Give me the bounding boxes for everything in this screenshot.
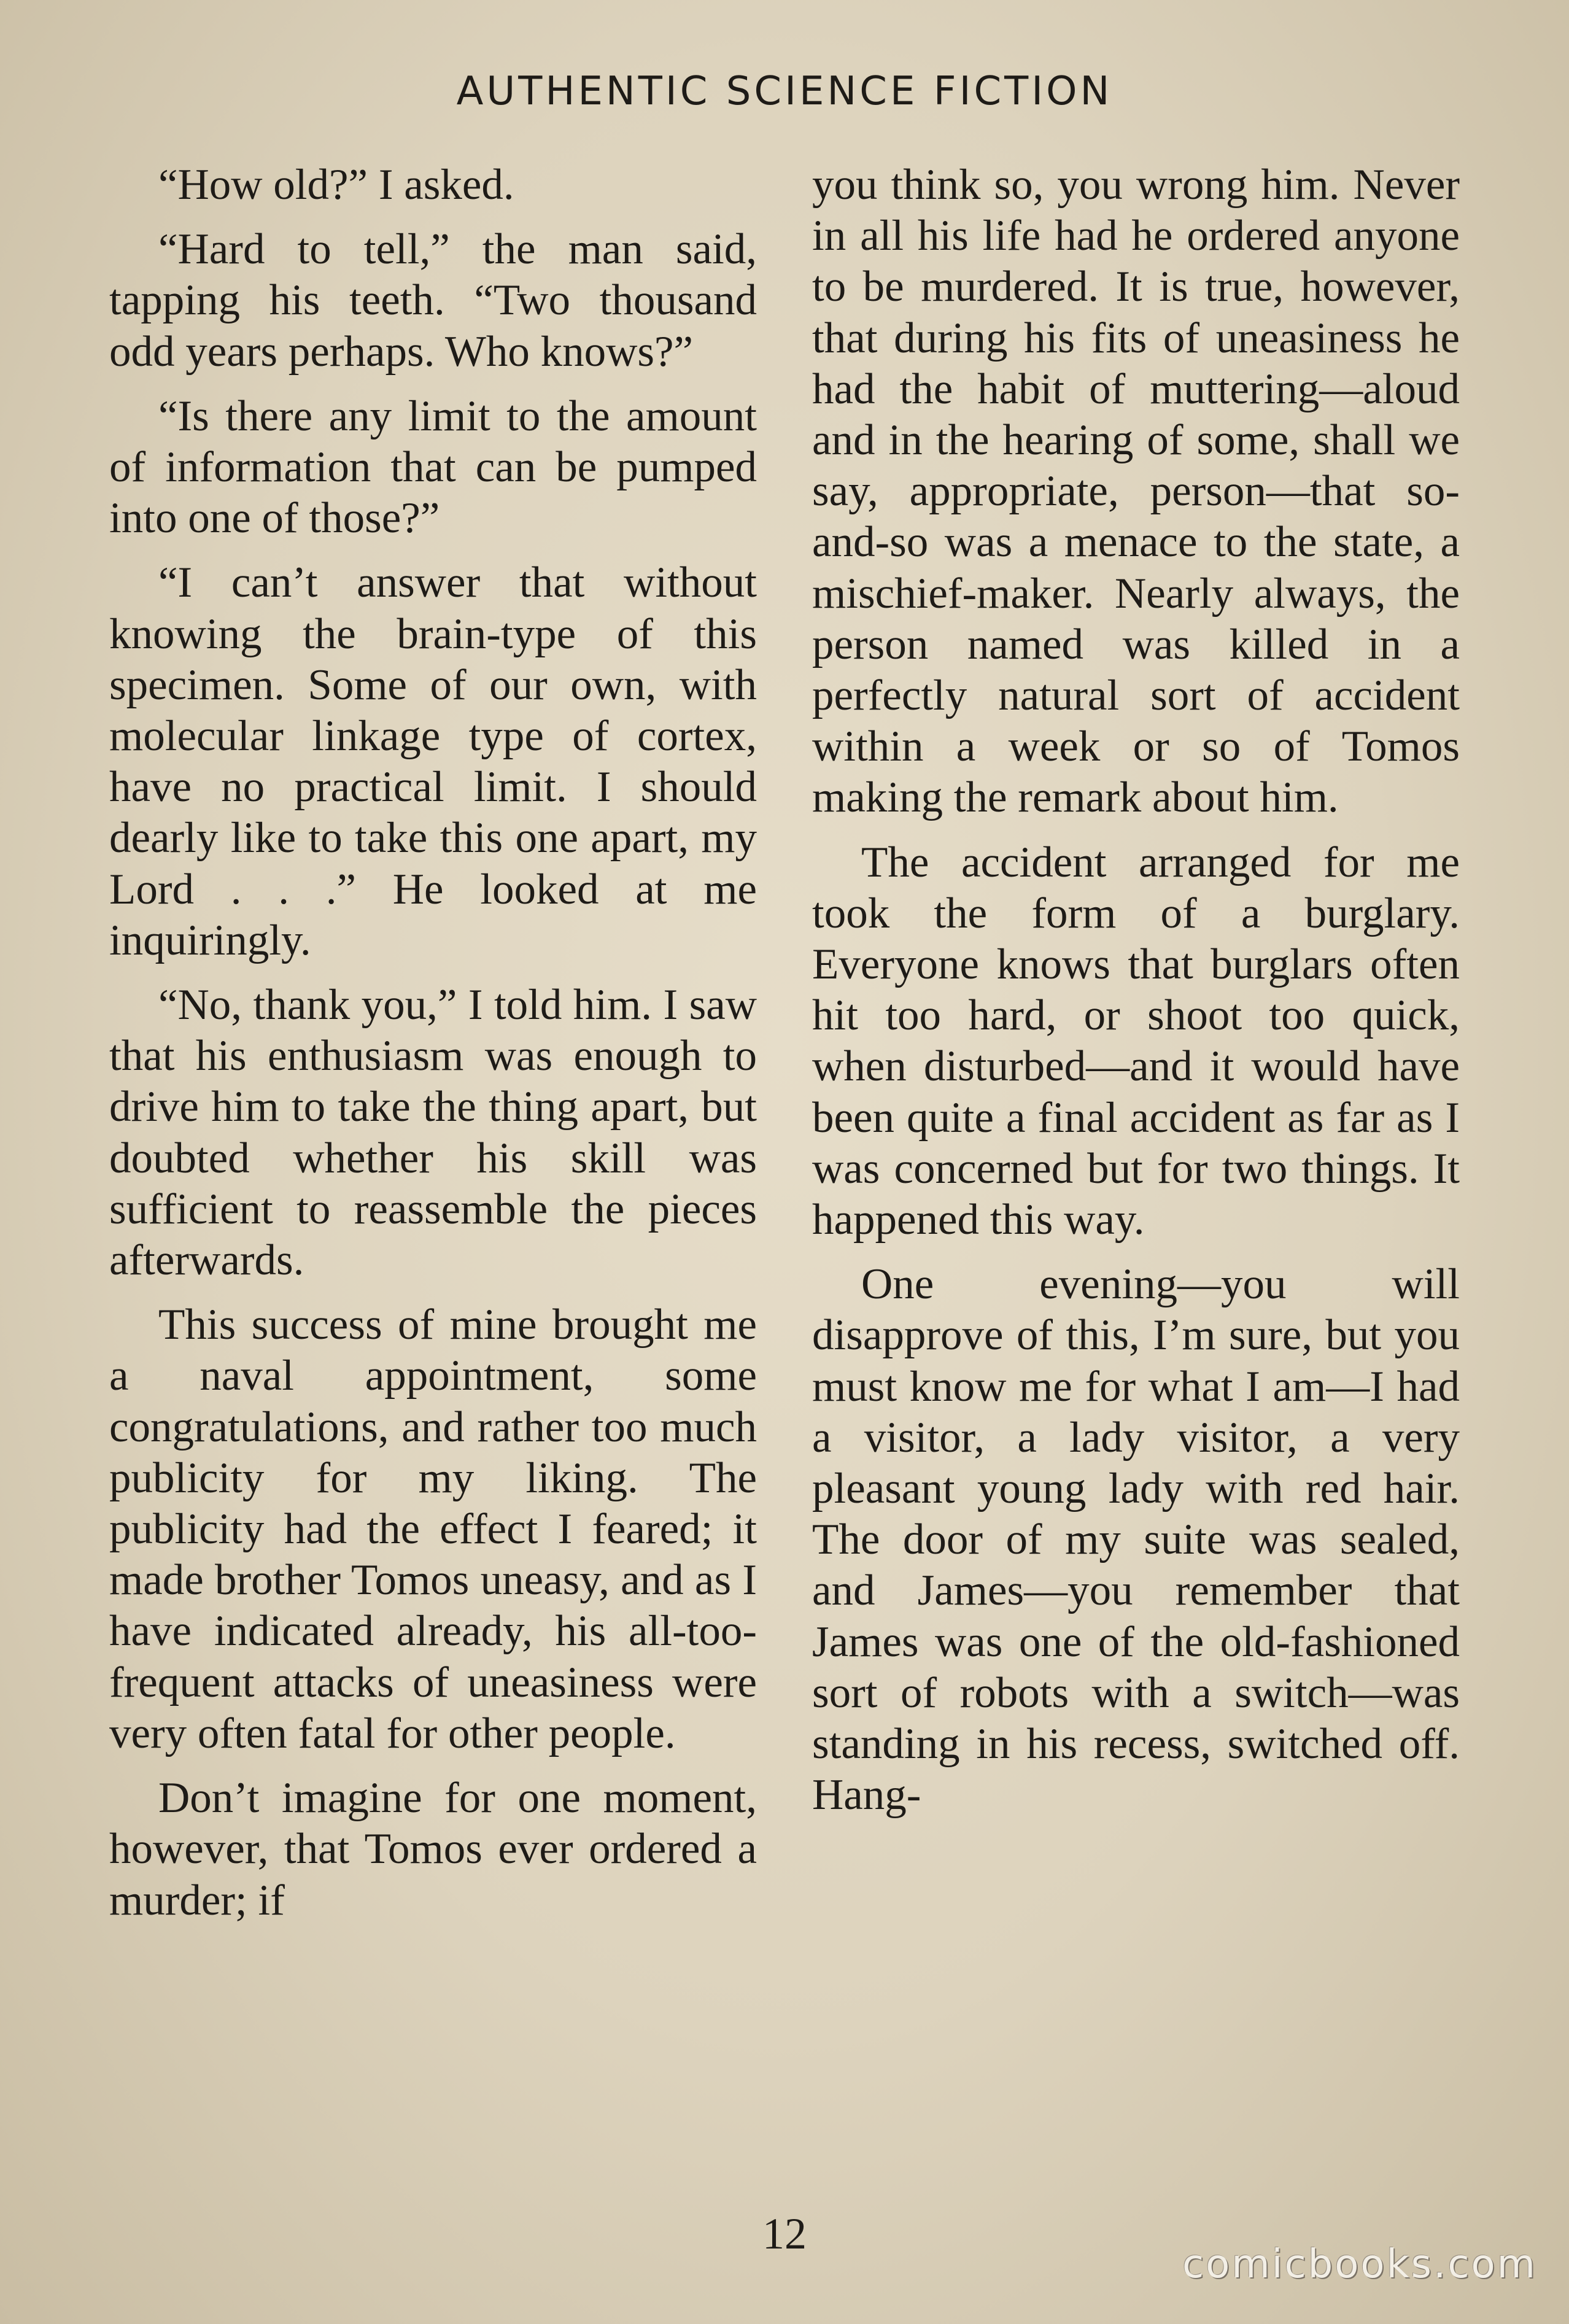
page-number: 12: [762, 2209, 807, 2258]
paragraph: “Is there any limit to the amount of information that can be pumped into one of those?”: [109, 392, 757, 543]
paragraph: One evening—you will disapprove of this, I’m sure, but you must know me for what I am—I had a visitor, a lady visitor, a very pleasant young lady with red hair. The door of my suite was sealed, and James—you remember that James was one of the old-fashioned sort of robots with a switch—was standing in his recess, switched off. Hang-: [812, 1260, 1460, 1819]
paragraph: This success of mine brought me a naval appointment, some congratulations, and rather too much publicity for my liking. The publicity had the effect I feared; it made brother Tomos uneasy, and as I have indicated already, his all-too-frequent attacks of uneasiness were very often fatal for other people.: [109, 1301, 757, 1757]
paragraph: Don’t imagine for one moment, however, that Tomos ever ordered a murder; if: [109, 1774, 757, 1924]
paragraph-continued: you think so, you wrong him. Never in all his life had he ordered anyone to be murdered. It is true, however, that during his fits of uneasiness he had the habit of muttering—aloud and in the hearing of some, shall we say, appropriate, person—that so-and-so was a menace to the state, a mischief-maker. Nearly always, the person named was killed in a perfectly natural sort of accident within a week or so of Tomos making the remark about him.: [812, 161, 1460, 822]
paragraph: The accident arranged for me took the form of a burglary. Everyone knows that burglars often hit too hard, or shoot too quick, when disturbed—and it would have been quite a final accident as far as I was concerned but for two things. It happened this way.: [812, 838, 1460, 1244]
right-column: [812, 160, 1460, 1821]
paragraph: “I can’t answer that without knowing the brain-type of this specimen. Some of our own, with molecular linkage type of cortex, have no practical limit. I should dearly like to take this one apart, my Lord . . .” He looked at me inquiringly.: [109, 559, 757, 964]
paragraph: “Hard to tell,” the man said, tapping his teeth. “Two thousand odd years perhaps. Who knows?”: [109, 225, 757, 376]
watermark: comicbooks.com: [1182, 2242, 1537, 2287]
paragraph: “No, thank you,” I told him. I saw that his enthusiasm was enough to drive him to take the thing apart, but doubted whether his skill was sufficient to reassemble the pieces afterwards.: [109, 981, 757, 1285]
running-header: AUTHENTIC SCIENCE FICTION: [456, 69, 1113, 114]
left-column: [109, 160, 757, 1926]
paragraph: “How old?” I asked.: [158, 161, 514, 209]
